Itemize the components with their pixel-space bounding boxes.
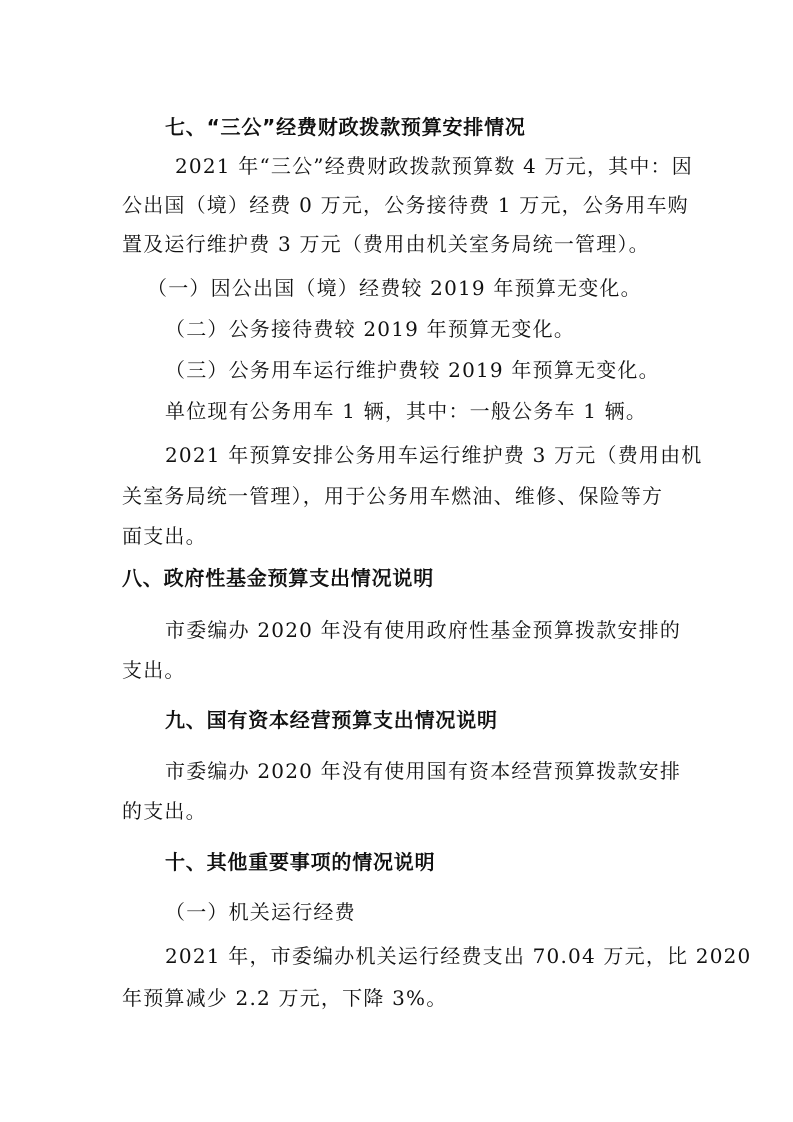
section-7-paragraph-2-line-3: 面支出。 <box>122 524 207 548</box>
section-9-paragraph-line-2: 的支出。 <box>122 799 207 823</box>
section-7-item-1: （一）因公出国（境）经费较 2019 年预算无变化。 <box>147 276 642 300</box>
section-7-vehicles-line: 单位现有公务用车 1 辆，其中：一般公务车 1 辆。 <box>165 399 648 423</box>
section-7-item-2: （二）公务接待费较 2019 年预算无变化。 <box>165 317 576 341</box>
section-10-paragraph-line-1: 2021 年，市委编办机关运行经费支出 70.04 万元，比 2020 <box>165 944 752 968</box>
section-8-heading: 八、政府性基金预算支出情况说明 <box>122 566 434 590</box>
section-10-heading: 十、其他重要事项的情况说明 <box>165 850 436 874</box>
section-10-paragraph-line-2: 年预算减少 2.2 万元，下降 3%。 <box>122 986 448 1010</box>
section-7-paragraph-1-line-3: 置及运行维护费 3 万元（费用由机关室务局统一管理）。 <box>122 232 650 256</box>
section-8-paragraph-line-1: 市委编办 2020 年没有使用政府性基金预算拨款安排的 <box>165 618 682 642</box>
section-9-paragraph-line-1: 市委编办 2020 年没有使用国有资本经营预算拨款安排 <box>165 759 682 783</box>
section-7-paragraph-2-line-2: 关室务局统一管理），用于公务用车燃油、维修、保险等方 <box>122 484 664 508</box>
section-7-paragraph-2-line-1: 2021 年预算安排公务用车运行维护费 3 万元（费用由机 <box>165 443 703 467</box>
section-7-item-3: （三）公务用车运行维护费较 2019 年预算无变化。 <box>165 358 660 382</box>
section-7-heading: 七、“三公”经费财政拨款预算安排情况 <box>165 115 526 139</box>
section-9-heading: 九、国有资本经营预算支出情况说明 <box>165 708 498 732</box>
section-8-paragraph-line-2: 支出。 <box>122 658 186 682</box>
section-10-subheading-1: （一）机关运行经费 <box>165 900 356 924</box>
section-7-paragraph-1-line-2: 公出国（境）经费 0 万元，公务接待费 1 万元，公务用车购 <box>122 193 689 217</box>
section-7-paragraph-1-line-1: 2021 年“三公”经费财政拨款预算数 4 万元，其中：因 <box>175 154 693 178</box>
